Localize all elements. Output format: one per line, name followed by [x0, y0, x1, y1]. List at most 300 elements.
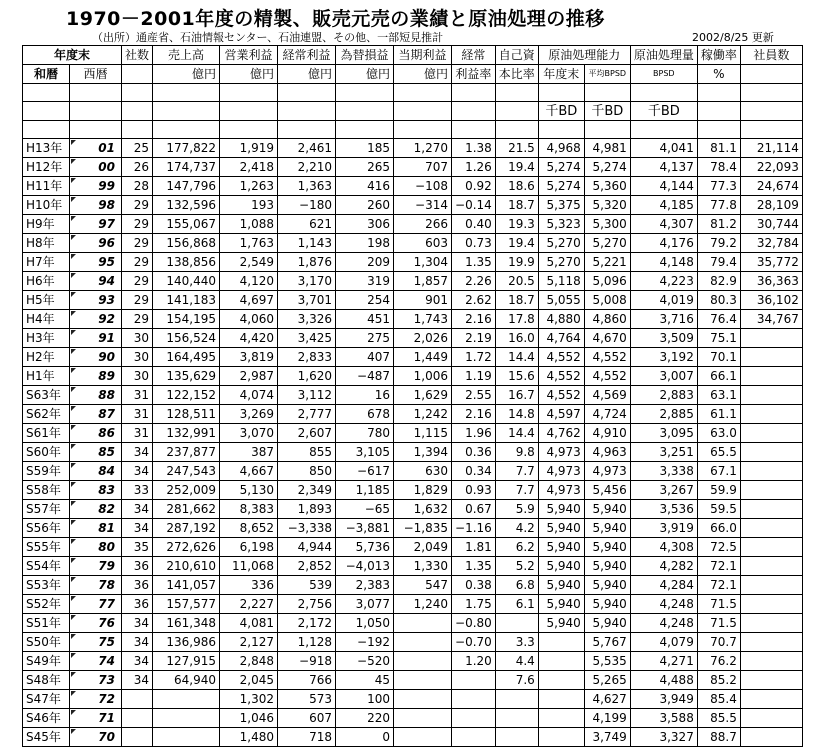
capacity-average-cell: 5,096	[584, 272, 630, 291]
employees-cell: 36,102	[740, 291, 802, 310]
ordinary-profit-cell: 850	[278, 462, 336, 481]
equity-ratio-cell: 7.6	[495, 671, 538, 690]
year-cell	[70, 519, 122, 538]
throughput-cell: 4,176	[630, 234, 697, 253]
operating-profit-cell: 4,074	[220, 386, 278, 405]
fx-gain-loss-cell: 265	[336, 158, 394, 177]
ordinary-profit-cell: 3,425	[278, 329, 336, 348]
year-label: 87	[98, 407, 115, 421]
employees-cell	[740, 348, 802, 367]
capacity-average-cell: 4,670	[584, 329, 630, 348]
year-label: 78	[98, 578, 115, 592]
net-profit-cell: 266	[394, 215, 452, 234]
year-label: 95	[98, 255, 115, 269]
net-profit-cell	[394, 652, 452, 671]
capacity-year-end-cell: 5,274	[538, 177, 584, 196]
unit-cell: 億円	[153, 65, 220, 84]
operating-profit-cell: 2,418	[220, 158, 278, 177]
ordinary-margin-cell: 1.75	[452, 595, 496, 614]
net-profit-cell: 630	[394, 462, 452, 481]
net-profit-cell: 1,330	[394, 557, 452, 576]
year-cell	[70, 500, 122, 519]
ordinary-profit-cell: 855	[278, 443, 336, 462]
year-label: 83	[98, 483, 115, 497]
year-label: 73	[98, 673, 115, 687]
year-label: 84	[98, 464, 115, 478]
header-cell: 和暦	[23, 65, 70, 84]
sales-cell: 138,856	[153, 253, 220, 272]
fx-gain-loss-cell: 45	[336, 671, 394, 690]
operating-profit-cell: 2,127	[220, 633, 278, 652]
operating-profit-cell: 1,088	[220, 215, 278, 234]
fx-gain-loss-cell: 416	[336, 177, 394, 196]
ordinary-profit-cell: −918	[278, 652, 336, 671]
operating-profit-cell: 3,070	[220, 424, 278, 443]
fx-gain-loss-cell: 1,185	[336, 481, 394, 500]
operating-profit-cell: 2,549	[220, 253, 278, 272]
era-cell: H12年	[23, 158, 70, 177]
year-cell	[70, 139, 122, 158]
table-row	[23, 652, 803, 671]
company-count-cell: 30	[122, 329, 153, 348]
ordinary-margin-cell: 1.72	[452, 348, 496, 367]
table-row	[23, 576, 803, 595]
equity-ratio-cell	[495, 728, 538, 747]
capacity-year-end-cell: 5,940	[538, 538, 584, 557]
operating-profit-cell: 4,081	[220, 614, 278, 633]
equity-ratio-cell: 17.8	[495, 310, 538, 329]
fx-gain-loss-cell: 260	[336, 196, 394, 215]
year-cell	[70, 329, 122, 348]
capacity-year-end-cell: 5,940	[538, 614, 584, 633]
capacity-year-end-cell	[538, 652, 584, 671]
capacity-year-end-cell	[538, 709, 584, 728]
year-cell	[70, 652, 122, 671]
header-cell: 経常利益	[278, 46, 336, 65]
ordinary-profit-cell: 621	[278, 215, 336, 234]
table-row	[23, 253, 803, 272]
net-profit-cell	[394, 671, 452, 690]
equity-ratio-cell: 9.8	[495, 443, 538, 462]
company-count-cell: 31	[122, 424, 153, 443]
operating-profit-cell: 1,763	[220, 234, 278, 253]
capacity-year-end-cell: 5,940	[538, 557, 584, 576]
sales-cell: 127,915	[153, 652, 220, 671]
equity-ratio-cell: 7.7	[495, 462, 538, 481]
ordinary-profit-cell: 1,363	[278, 177, 336, 196]
utilization-cell: 82.9	[697, 272, 740, 291]
sales-cell: 136,986	[153, 633, 220, 652]
sales-cell: 210,610	[153, 557, 220, 576]
capacity-year-end-cell: 5,270	[538, 234, 584, 253]
year-label: 79	[98, 559, 115, 573]
table-row	[23, 291, 803, 310]
throughput-cell: 4,223	[630, 272, 697, 291]
year-cell	[70, 310, 122, 329]
fx-gain-loss-cell: 451	[336, 310, 394, 329]
net-profit-cell: 1,115	[394, 424, 452, 443]
ordinary-margin-cell: −1.16	[452, 519, 496, 538]
throughput-cell: 3,192	[630, 348, 697, 367]
operating-profit-cell: 4,667	[220, 462, 278, 481]
equity-ratio-cell	[495, 690, 538, 709]
capacity-year-end-cell: 4,973	[538, 462, 584, 481]
year-label: 74	[98, 654, 115, 668]
sales-cell: 132,596	[153, 196, 220, 215]
utilization-cell: 76.4	[697, 310, 740, 329]
capacity-average-cell: 4,910	[584, 424, 630, 443]
era-cell: S48年	[23, 671, 70, 690]
utilization-cell: 70.7	[697, 633, 740, 652]
operating-profit-cell: 2,987	[220, 367, 278, 386]
operating-profit-cell: 1,046	[220, 709, 278, 728]
year-label: 76	[98, 616, 115, 630]
utilization-cell: 63.0	[697, 424, 740, 443]
comment-marker-icon	[71, 653, 76, 658]
throughput-cell: 4,144	[630, 177, 697, 196]
net-profit-cell: 707	[394, 158, 452, 177]
ordinary-margin-cell: 1.35	[452, 557, 496, 576]
year-label: 82	[98, 502, 115, 516]
year-cell	[70, 481, 122, 500]
employees-cell	[740, 595, 802, 614]
year-label: 99	[98, 179, 115, 193]
table-row	[23, 158, 803, 177]
capacity-year-end-cell: 5,055	[538, 291, 584, 310]
ordinary-profit-cell: 4,944	[278, 538, 336, 557]
unit-cell: 億円	[394, 65, 452, 84]
year-label: 86	[98, 426, 115, 440]
equity-ratio-cell: 6.1	[495, 595, 538, 614]
year-cell	[70, 538, 122, 557]
utilization-cell: 71.5	[697, 595, 740, 614]
capacity-average-cell: 5,456	[584, 481, 630, 500]
table-row	[23, 728, 803, 747]
net-profit-cell	[394, 728, 452, 747]
year-label: 71	[98, 711, 115, 725]
year-cell	[70, 367, 122, 386]
utilization-cell: 85.5	[697, 709, 740, 728]
employees-cell: 35,772	[740, 253, 802, 272]
capacity-average-cell: 5,940	[584, 500, 630, 519]
unit-cell: 千BD	[538, 102, 584, 121]
fx-gain-loss-cell: 2,383	[336, 576, 394, 595]
ordinary-margin-cell	[452, 728, 496, 747]
ordinary-profit-cell: 3,112	[278, 386, 336, 405]
utilization-cell: 66.1	[697, 367, 740, 386]
era-cell: S61年	[23, 424, 70, 443]
fx-gain-loss-cell: 1,050	[336, 614, 394, 633]
ordinary-margin-cell: 1.81	[452, 538, 496, 557]
operating-profit-cell: 8,383	[220, 500, 278, 519]
company-count-cell: 34	[122, 519, 153, 538]
company-count-cell: 29	[122, 215, 153, 234]
net-profit-cell: −108	[394, 177, 452, 196]
fx-gain-loss-cell: 319	[336, 272, 394, 291]
company-count-cell: 34	[122, 500, 153, 519]
net-profit-cell: −314	[394, 196, 452, 215]
comment-marker-icon	[71, 596, 76, 601]
ordinary-margin-cell: 1.96	[452, 424, 496, 443]
sales-cell: 132,991	[153, 424, 220, 443]
year-label: 77	[98, 597, 115, 611]
ordinary-margin-cell	[452, 690, 496, 709]
capacity-average-cell: 5,767	[584, 633, 630, 652]
data-table	[22, 45, 803, 747]
net-profit-cell: 1,394	[394, 443, 452, 462]
throughput-cell: 4,307	[630, 215, 697, 234]
company-count-cell: 34	[122, 671, 153, 690]
era-cell: H13年	[23, 139, 70, 158]
sales-cell: 156,868	[153, 234, 220, 253]
comment-marker-icon	[71, 273, 76, 278]
table-row	[23, 272, 803, 291]
utilization-cell: 72.1	[697, 576, 740, 595]
employees-cell	[740, 367, 802, 386]
employees-cell: 21,114	[740, 139, 802, 158]
capacity-average-cell: 5,008	[584, 291, 630, 310]
company-count-cell: 34	[122, 614, 153, 633]
throughput-cell: 3,338	[630, 462, 697, 481]
sales-cell: 281,662	[153, 500, 220, 519]
company-count-cell: 29	[122, 234, 153, 253]
ordinary-margin-cell: −0.70	[452, 633, 496, 652]
employees-cell	[740, 462, 802, 481]
equity-ratio-cell: 19.4	[495, 234, 538, 253]
equity-ratio-cell	[495, 709, 538, 728]
net-profit-cell: 1,743	[394, 310, 452, 329]
capacity-average-cell: 4,552	[584, 367, 630, 386]
era-cell: H11年	[23, 177, 70, 196]
employees-cell: 32,784	[740, 234, 802, 253]
employees-cell	[740, 652, 802, 671]
sales-cell: 237,877	[153, 443, 220, 462]
era-cell: S58年	[23, 481, 70, 500]
header-row-1	[23, 46, 803, 65]
comment-marker-icon	[71, 197, 76, 202]
capacity-average-cell: 5,360	[584, 177, 630, 196]
year-cell	[70, 253, 122, 272]
company-count-cell: 33	[122, 481, 153, 500]
employees-cell	[740, 329, 802, 348]
throughput-cell: 4,271	[630, 652, 697, 671]
comment-marker-icon	[71, 710, 76, 715]
year-cell	[70, 177, 122, 196]
table-row	[23, 671, 803, 690]
operating-profit-cell: 1,480	[220, 728, 278, 747]
era-cell: H7年	[23, 253, 70, 272]
fx-gain-loss-cell: −192	[336, 633, 394, 652]
utilization-cell: 70.1	[697, 348, 740, 367]
era-cell: S63年	[23, 386, 70, 405]
era-cell: H2年	[23, 348, 70, 367]
ordinary-margin-cell: 0.73	[452, 234, 496, 253]
table-row	[23, 462, 803, 481]
capacity-year-end-cell: 4,552	[538, 348, 584, 367]
table-row	[23, 234, 803, 253]
fx-gain-loss-cell: −520	[336, 652, 394, 671]
year-cell	[70, 348, 122, 367]
operating-profit-cell: 336	[220, 576, 278, 595]
net-profit-cell: −1,835	[394, 519, 452, 538]
equity-ratio-cell: 4.2	[495, 519, 538, 538]
capacity-year-end-cell	[538, 671, 584, 690]
capacity-year-end-cell: 5,375	[538, 196, 584, 215]
capacity-average-cell: 4,569	[584, 386, 630, 405]
capacity-average-cell: 3,749	[584, 728, 630, 747]
header-cell: %	[697, 65, 740, 84]
year-label: 97	[98, 217, 115, 231]
unit-cell: 千BD	[630, 102, 697, 121]
utilization-cell: 75.1	[697, 329, 740, 348]
net-profit-cell: 1,857	[394, 272, 452, 291]
sales-cell: 287,192	[153, 519, 220, 538]
operating-profit-cell: 3,269	[220, 405, 278, 424]
throughput-cell: 3,007	[630, 367, 697, 386]
ordinary-profit-cell: 1,620	[278, 367, 336, 386]
capacity-average-cell: 5,221	[584, 253, 630, 272]
capacity-average-cell: 4,724	[584, 405, 630, 424]
employees-cell	[740, 728, 802, 747]
fx-gain-loss-cell: 254	[336, 291, 394, 310]
fx-gain-loss-cell: 5,736	[336, 538, 394, 557]
era-cell: S47年	[23, 690, 70, 709]
operating-profit-cell: 3,819	[220, 348, 278, 367]
throughput-cell: 4,148	[630, 253, 697, 272]
comment-marker-icon	[71, 482, 76, 487]
ordinary-profit-cell: 3,326	[278, 310, 336, 329]
ordinary-margin-cell: 2.19	[452, 329, 496, 348]
throughput-cell: 3,251	[630, 443, 697, 462]
operating-profit-cell: 11,068	[220, 557, 278, 576]
ordinary-profit-cell: −3,338	[278, 519, 336, 538]
era-cell: S54年	[23, 557, 70, 576]
fx-gain-loss-cell: 100	[336, 690, 394, 709]
header-cell: 原油処理能力	[538, 46, 630, 65]
ordinary-margin-cell: 0.36	[452, 443, 496, 462]
utilization-cell: 81.1	[697, 139, 740, 158]
sales-cell: 174,737	[153, 158, 220, 177]
utilization-cell: 63.1	[697, 386, 740, 405]
employees-cell	[740, 405, 802, 424]
employees-cell	[740, 614, 802, 633]
comment-marker-icon	[71, 501, 76, 506]
table-row	[23, 386, 803, 405]
equity-ratio-cell	[495, 614, 538, 633]
equity-ratio-cell: 19.3	[495, 215, 538, 234]
sales-cell: 177,822	[153, 139, 220, 158]
spacer-row	[23, 121, 803, 139]
comment-marker-icon	[71, 292, 76, 297]
ordinary-margin-cell: −0.80	[452, 614, 496, 633]
equity-ratio-cell: 14.4	[495, 424, 538, 443]
company-count-cell: 34	[122, 443, 153, 462]
unit-cell: 億円	[336, 65, 394, 84]
net-profit-cell: 1,304	[394, 253, 452, 272]
capacity-average-cell: 4,963	[584, 443, 630, 462]
throughput-cell: 3,919	[630, 519, 697, 538]
year-cell	[70, 671, 122, 690]
ordinary-profit-cell: 1,876	[278, 253, 336, 272]
utilization-cell: 72.5	[697, 538, 740, 557]
employees-cell	[740, 386, 802, 405]
ordinary-margin-cell	[452, 671, 496, 690]
comment-marker-icon	[71, 672, 76, 677]
capacity-year-end-cell: 4,764	[538, 329, 584, 348]
utilization-cell: 80.3	[697, 291, 740, 310]
fx-gain-loss-cell: 198	[336, 234, 394, 253]
company-count-cell: 29	[122, 196, 153, 215]
comment-marker-icon	[71, 577, 76, 582]
year-cell	[70, 557, 122, 576]
ordinary-margin-cell: 1.38	[452, 139, 496, 158]
company-count-cell	[122, 690, 153, 709]
equity-ratio-cell: 14.8	[495, 405, 538, 424]
comment-marker-icon	[71, 406, 76, 411]
capacity-average-cell: 5,535	[584, 652, 630, 671]
header-cell: 自己資	[495, 46, 538, 65]
capacity-year-end-cell: 5,323	[538, 215, 584, 234]
company-count-cell: 28	[122, 177, 153, 196]
table-row	[23, 709, 803, 728]
ordinary-margin-cell: 1.26	[452, 158, 496, 177]
table-row	[23, 538, 803, 557]
comment-marker-icon	[71, 615, 76, 620]
capacity-average-cell: 5,940	[584, 614, 630, 633]
ordinary-margin-cell: 2.26	[452, 272, 496, 291]
ordinary-profit-cell: 1,128	[278, 633, 336, 652]
utilization-cell: 77.3	[697, 177, 740, 196]
throughput-cell: 2,883	[630, 386, 697, 405]
era-cell: H5年	[23, 291, 70, 310]
era-cell: S45年	[23, 728, 70, 747]
header-cell: 営業利益	[220, 46, 278, 65]
era-cell: H1年	[23, 367, 70, 386]
year-cell	[70, 728, 122, 747]
fx-gain-loss-cell: 275	[336, 329, 394, 348]
table-row	[23, 519, 803, 538]
capacity-year-end-cell: 5,940	[538, 500, 584, 519]
table-row	[23, 405, 803, 424]
ordinary-profit-cell: 3,170	[278, 272, 336, 291]
utilization-cell: 67.1	[697, 462, 740, 481]
era-cell: H9年	[23, 215, 70, 234]
header-cell	[122, 65, 153, 84]
comment-marker-icon	[71, 159, 76, 164]
comment-marker-icon	[71, 444, 76, 449]
operating-profit-cell: 8,652	[220, 519, 278, 538]
ordinary-profit-cell: 2,777	[278, 405, 336, 424]
year-cell	[70, 272, 122, 291]
capacity-average-cell: 5,320	[584, 196, 630, 215]
capacity-year-end-cell: 4,552	[538, 367, 584, 386]
year-label: 81	[98, 521, 115, 535]
era-cell: H6年	[23, 272, 70, 291]
table-row	[23, 329, 803, 348]
company-count-cell	[122, 709, 153, 728]
era-cell: S57年	[23, 500, 70, 519]
capacity-year-end-cell: 5,940	[538, 519, 584, 538]
company-count-cell: 36	[122, 595, 153, 614]
utilization-cell: 88.7	[697, 728, 740, 747]
net-profit-cell	[394, 633, 452, 652]
header-cell: 平均BPSD	[584, 65, 630, 84]
throughput-cell: 4,488	[630, 671, 697, 690]
table-row	[23, 557, 803, 576]
throughput-cell: 3,536	[630, 500, 697, 519]
year-cell	[70, 291, 122, 310]
operating-profit-cell: 2,227	[220, 595, 278, 614]
